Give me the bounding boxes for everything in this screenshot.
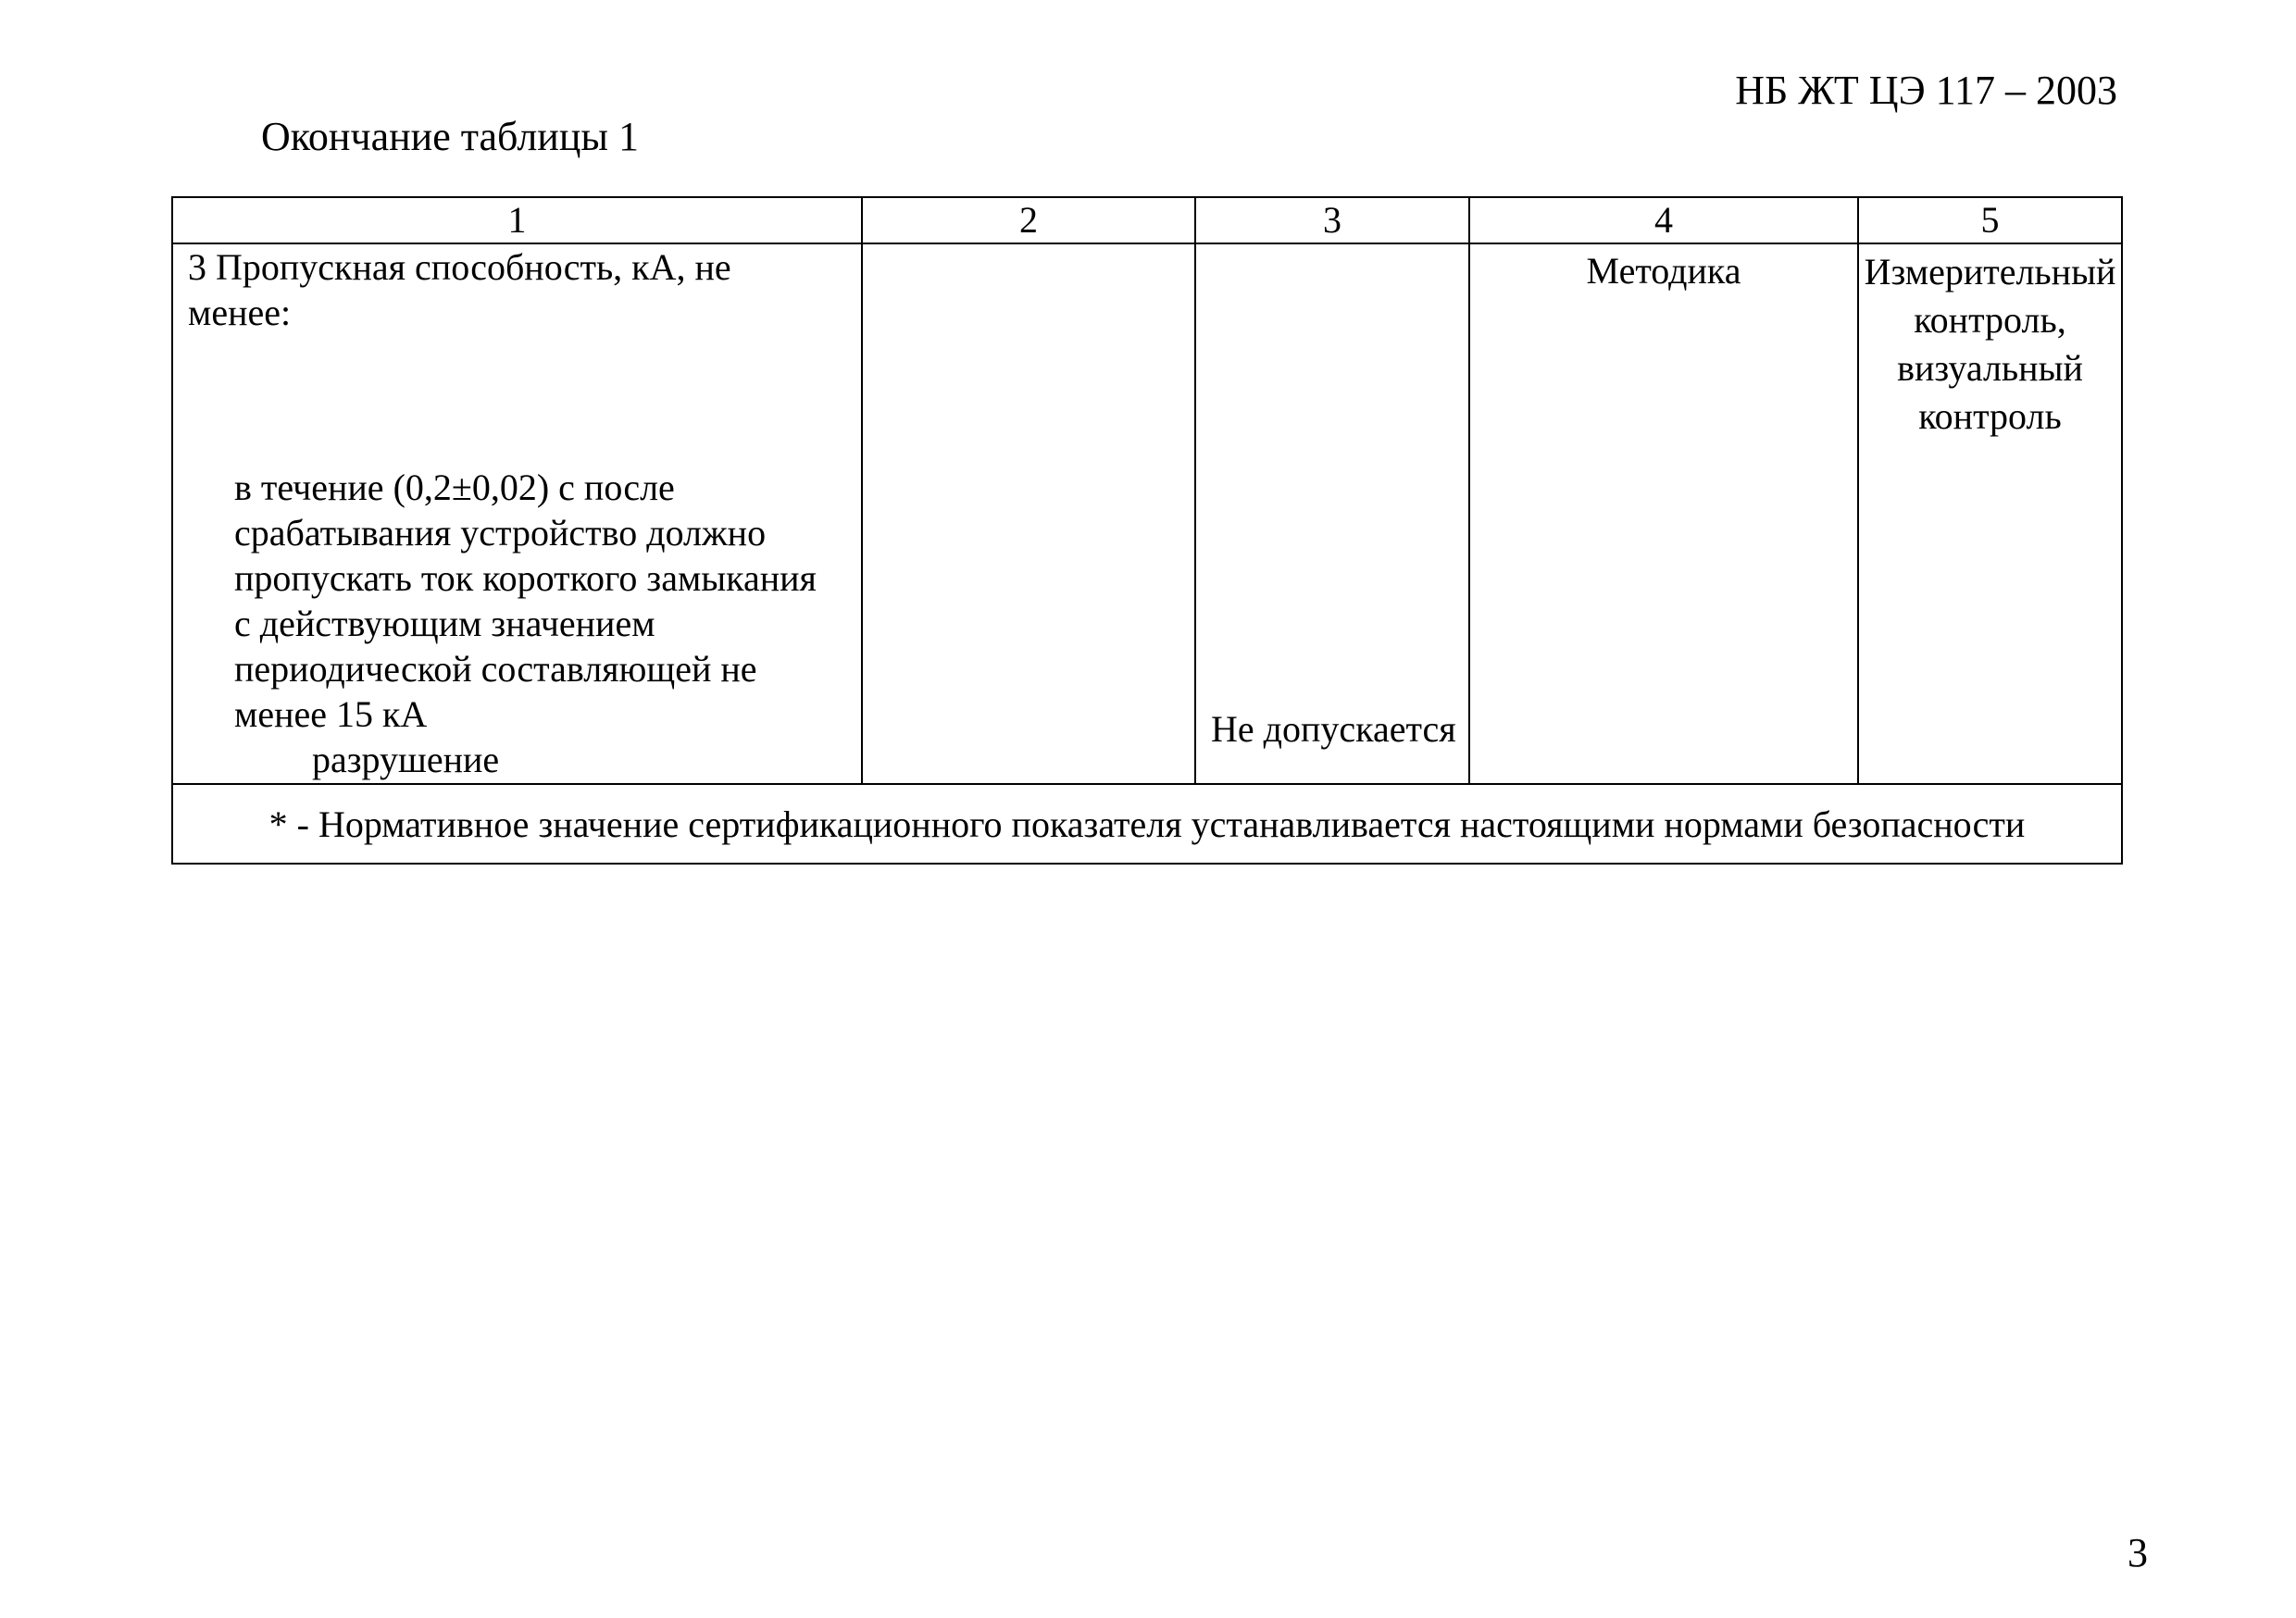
cell-indicator: [172, 243, 862, 784]
indicator-detail: в течение (0,2±0,02) с после срабатывания устройство должно пропускать ток короткого замыкания с действующим значением периодической составляющей не менее 15 кА: [234, 467, 817, 735]
footnote-text: * - Нормативное значение сертификационного показателя устанавливается настоящими нормами безопасности: [172, 784, 2122, 864]
cell-col3: [1195, 243, 1469, 784]
column-header-4: 4: [1469, 197, 1858, 243]
cell-col2: [862, 243, 1195, 784]
column-header-1: 1: [172, 197, 862, 243]
document-code: НБ ЖТ ЦЭ 117 – 2003: [1735, 68, 2117, 113]
column-header-5: 5: [1858, 197, 2122, 243]
table-row: [172, 243, 2122, 784]
table-caption: Окончание таблицы 1: [261, 114, 639, 159]
indicator-title: 3 Пропускная способность, кА, не менее:: [188, 246, 731, 333]
column-header-3: 3: [1195, 197, 1469, 243]
not-allowed-text: Не допускается: [1211, 708, 1456, 750]
cell-control: [1858, 243, 2122, 784]
cell-method: [1469, 243, 1858, 784]
control-text: Измерительный контроль, визуальный контроль: [1864, 251, 2116, 437]
page-number: 3: [2128, 1530, 2148, 1575]
table-header-row: [172, 197, 2122, 243]
method-text: Методика: [1586, 250, 1741, 292]
footnote-row: [172, 784, 2122, 864]
requirements-table: [171, 196, 2123, 865]
column-header-2: 2: [862, 197, 1195, 243]
indicator-sub-item: разрушение: [312, 739, 500, 780]
